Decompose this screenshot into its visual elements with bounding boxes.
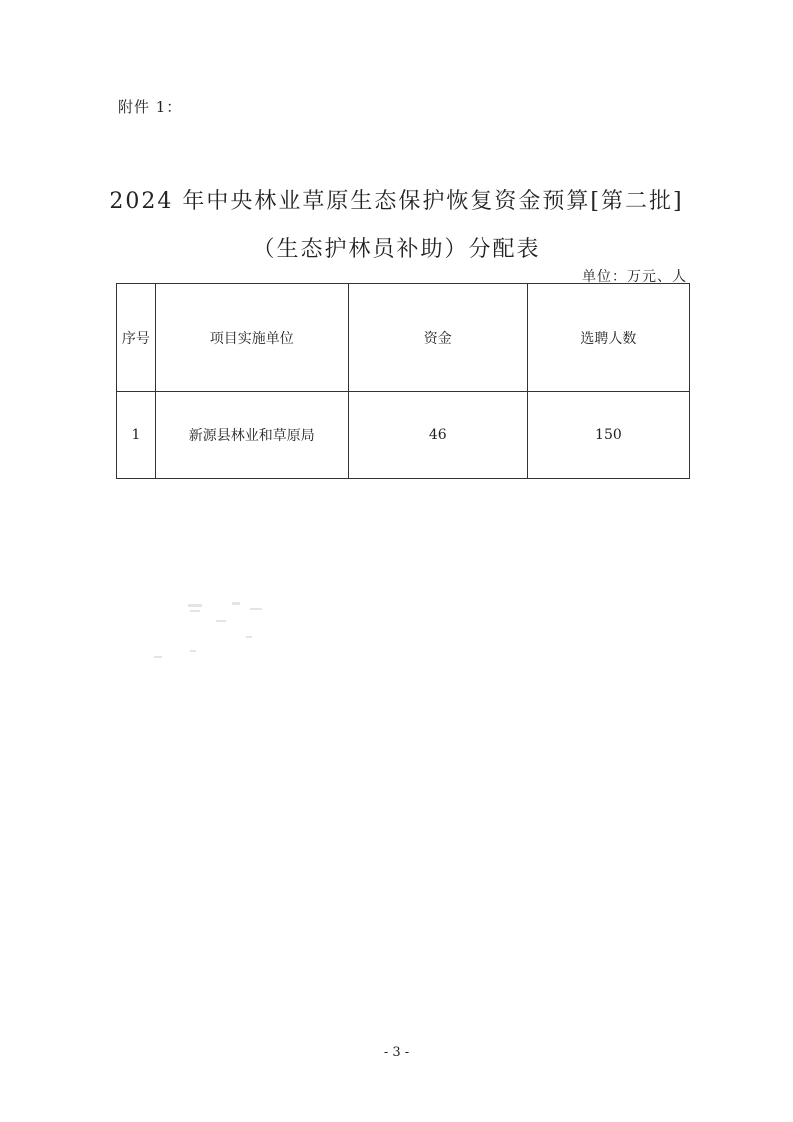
header-serial-number: 序号 — [117, 284, 156, 392]
cell-serial-number: 1 — [117, 392, 156, 479]
table-header-row — [117, 284, 690, 392]
attachment-label: 附件 1： — [118, 98, 183, 116]
allocation-table — [116, 283, 690, 479]
page-number: - 3 - — [383, 1045, 410, 1060]
table-row — [117, 392, 690, 479]
header-hired-count: 选聘人数 — [527, 284, 689, 392]
cell-funds: 46 — [348, 392, 527, 479]
header-implementing-unit: 项目实施单位 — [155, 284, 348, 392]
unit-note: 单位：万元、人 — [582, 269, 687, 285]
header-funds: 资金 — [348, 284, 527, 392]
cell-hired-count: 150 — [527, 392, 689, 479]
faint-scan-artifact — [150, 598, 280, 668]
document-title-line-1: 2024 年中央林业草原生态保护恢复资金预算[第二批] — [109, 189, 684, 214]
cell-implementing-unit: 新源县林业和草原局 — [155, 392, 348, 479]
document-title-line-2: （生态护林员补助）分配表 — [252, 237, 541, 262]
